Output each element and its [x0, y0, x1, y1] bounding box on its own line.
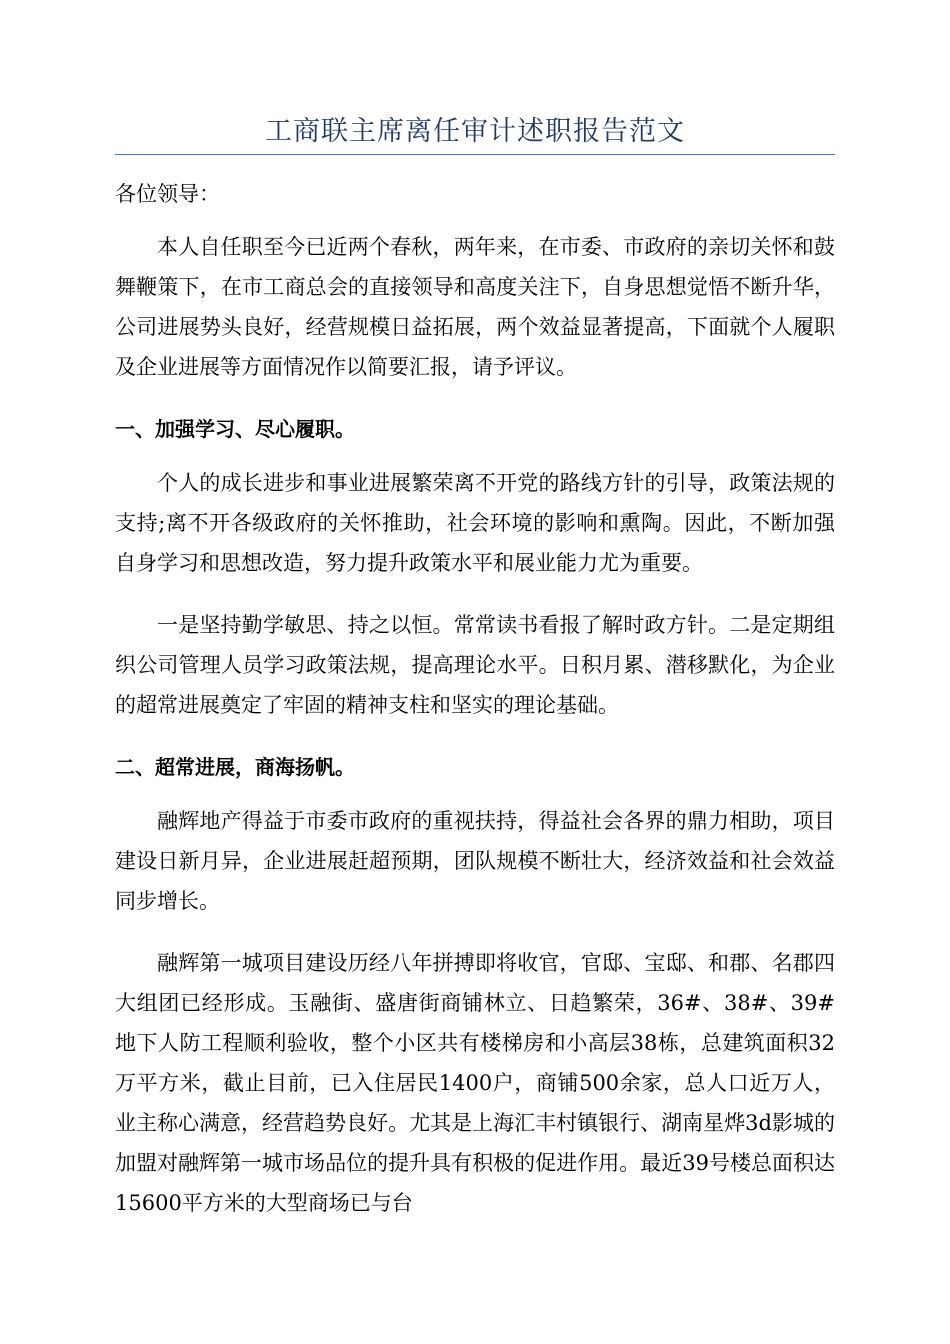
title-underline: [115, 154, 835, 155]
section-1-heading: 一、加强学习、尽心履职。: [115, 417, 355, 441]
section-1-paragraph-1: 个人的成长进步和事业进展繁荣离不开党的路线方针的引导，政策法规的支持;离不开各级政府的关怀推助，社会环境的影响和熏陶。因此，不断加强自身学习和思想改造，努力提升政策水平和展业能力尤为重要。: [115, 471, 835, 575]
section-2-paragraph-2: 融辉第一城项目建设历经八年拼搏即将收官，官邸、宝邸、和郡、名郡四大组团已经形成。玉融街、盛唐街商铺林立、日趋繁荣，36#、38#、39#地下人防工程顺利验收，整个小区共有楼梯房和小高层38栋，总建筑面积32万平方米，截止目前，已入住居民1400户，商铺500余家，总人口近万人，业主称心满意，经营趋势良好。尤其是上海汇丰村镇银行、湖南星烨3d影城的加盟对融辉第一城市场品位的提升具有积极的促进作用。最近39号楼总面积达15600平方米的大型商场已与台: [115, 951, 835, 1215]
document-title: 工商联主席离任审计述职报告范文: [265, 116, 685, 147]
intro-paragraph: 本人自任职至今已近两个春秋，两年来，在市委、市政府的亲切关怀和鼓舞鞭策下，在市工商总会的直接领导和高度关注下，自身思想觉悟不断升华，公司进展势头良好，经营规模日益拓展，两个效益显著提高，下面就个人履职及企业进展等方面情况作以简要汇报，请予评议。: [115, 235, 835, 379]
document-page: [115, 110, 835, 1223]
salutation: 各位领导：: [115, 182, 220, 206]
section-1-paragraph-2: 一是坚持勤学敏思、持之以恒。常常读书看报了解时政方针。二是定期组织公司管理人员学习政策法规，提高理论水平。日积月累、潜移默化，为企业的超常进展奠定了牢固的精神支柱和坚实的理论基础。: [115, 613, 835, 717]
section-2-heading: 二、超常进展，商海扬帆。: [115, 755, 355, 779]
section-2-paragraph-1: 融辉地产得益于市委市政府的重视扶持，得益社会各界的鼎力相助，项目建设日新月异，企业进展赶超预期，团队规模不断壮大，经济效益和社会效益同步增长。: [115, 809, 835, 913]
